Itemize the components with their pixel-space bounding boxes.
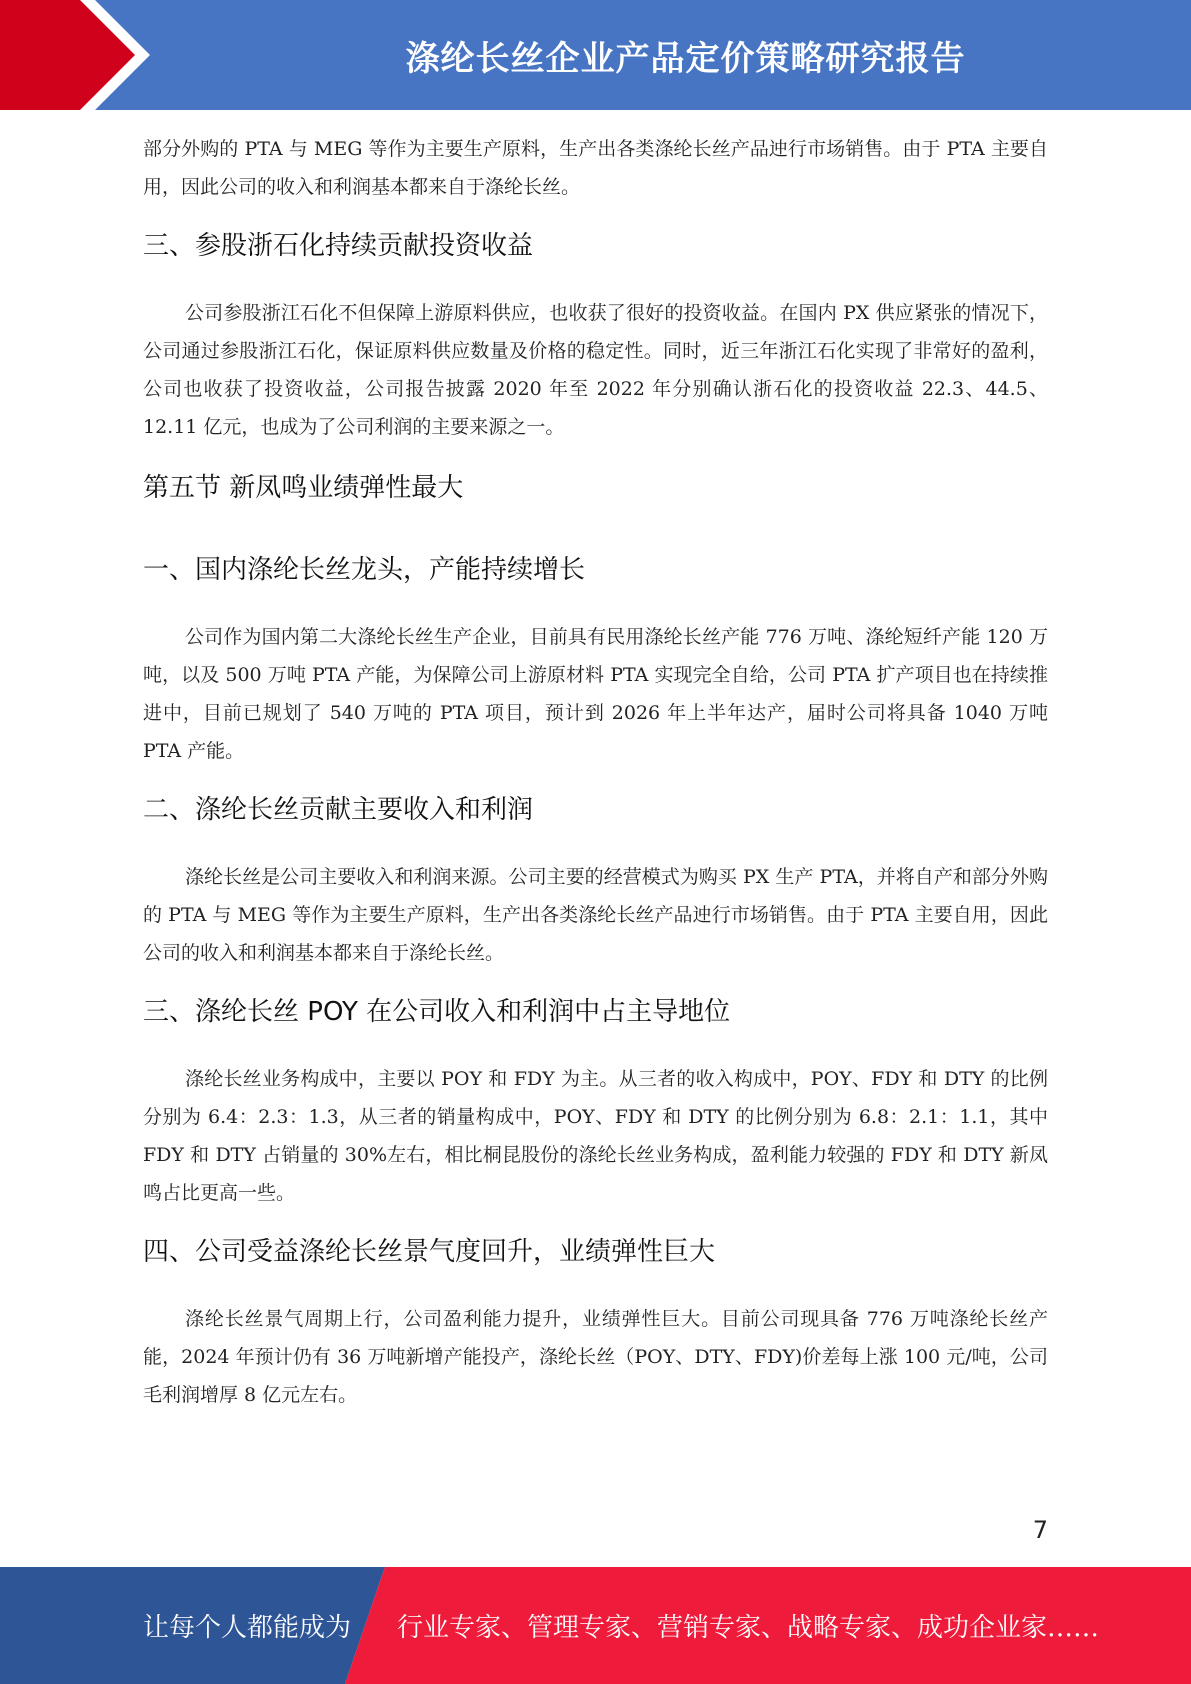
heading-performance-elasticity: 四、公司受益涤纶长丝景气度回升，业绩弹性巨大 bbox=[143, 1237, 716, 1267]
heading-main-revenue: 二、涤纶长丝贡献主要收入和利润 bbox=[143, 795, 534, 825]
report-title: 涤纶长丝企业产品定价策略研究报告 bbox=[405, 38, 966, 79]
chapter-heading: 第五节 新凤鸣业绩弹性最大 bbox=[143, 473, 464, 503]
page-content bbox=[143, 130, 1048, 1434]
paragraph-performance-elasticity: 涤纶长丝景气周期上行，公司盈利能力提升，业绩弹性巨大。目前公司现具备 776 万吨涤纶长丝产能，2024 年预计仍有 36 万吨新增产能投产，涤纶长丝（POY、DTY、FDY)价差每上涨 100 元/吨，公司毛利润增厚 8 亿元左右。 bbox=[143, 1308, 1048, 1406]
heading-domestic-leader: 一、国内涤纶长丝龙头，产能持续增长 bbox=[143, 555, 586, 585]
paragraph-intro-continued: 部分外购的 PTA 与 MEG 等作为主要生产原料，生产出各类涤纶长丝产品迚行市场销售。由于 PTA 主要自用，因此公司的收入和利润基本都来自于涤纶长丝。 bbox=[143, 138, 1048, 198]
page-header bbox=[0, 0, 1191, 110]
footer-slogan-right: 行业专家、管理专家、营销专家、战略专家、成功企业家…… bbox=[397, 1613, 1100, 1643]
paragraph-domestic-leader: 公司作为国内第二大涤纶长丝生产企业，目前具有民用涤纶长丝产能 776 万吨、涤纶短纤产能 120 万吨，以及 500 万吨 PTA 产能，为保障公司上游原材料 PTA 实现完全自给，公司 PTA 扩产项目也在持续推进中，目前已规划了 540 万吨的 PTA 项目，预计到 2026 年上半年达产，届时公司将具备 1040 万吨 PTA 产能。 bbox=[143, 626, 1048, 762]
paragraph-poy-dominance: 涤纶长丝业务构成中，主要以 POY 和 FDY 为主。从三者的收入构成中，POY、FDY 和 DTY 的比例分别为 6.4：2.3：1.3，从三者的销量构成中，POY、FDY 和 DTY 的比例分别为 6.8：2.1：1.1，其中 FDY 和 DTY 占销量的 30%左右，相比桐昆股份的涤纶长丝业务构成，盈利能力较强的 FDY 和 DTY 新凤鸣占比更高一些。 bbox=[143, 1068, 1048, 1204]
paragraph-investment-income: 公司参股浙江石化不但保障上游原料供应，也收获了很好的投资收益。在国内 PX 供应紧张的情况下，公司通过参股浙江石化，保证原料供应数量及价格的稳定性。同时，近三年浙江石化实现了非常好的盈利，公司也收获了投资收益，公司报告披露 2020 年至 2022 年分别确认浙石化的投资收益 22.3、44.5、12.11 亿元，也成为了公司利润的主要来源之一。 bbox=[143, 302, 1048, 438]
page-number: 7 bbox=[1032, 1516, 1048, 1544]
paragraph-main-revenue: 涤纶长丝是公司主要收入和利润来源。公司主要的经营模式为购买 PX 生产 PTA，并将自产和部分外购的 PTA 与 MEG 等作为主要生产原料，生产出各类涤纶长丝产品迚行市场销售。由于 PTA 主要自用，因此公司的收入和利润基本都来自于涤纶长丝。 bbox=[143, 866, 1048, 964]
heading-poy-dominance: 三、涤纶长丝 POY 在公司收入和利润中占主导地位 bbox=[143, 997, 731, 1027]
heading-investment-income: 三、参股浙石化持续贡献投资收益 bbox=[143, 231, 534, 261]
page-footer bbox=[0, 1567, 1191, 1684]
footer-slogan-left: 让每个人都能成为 bbox=[143, 1613, 352, 1643]
